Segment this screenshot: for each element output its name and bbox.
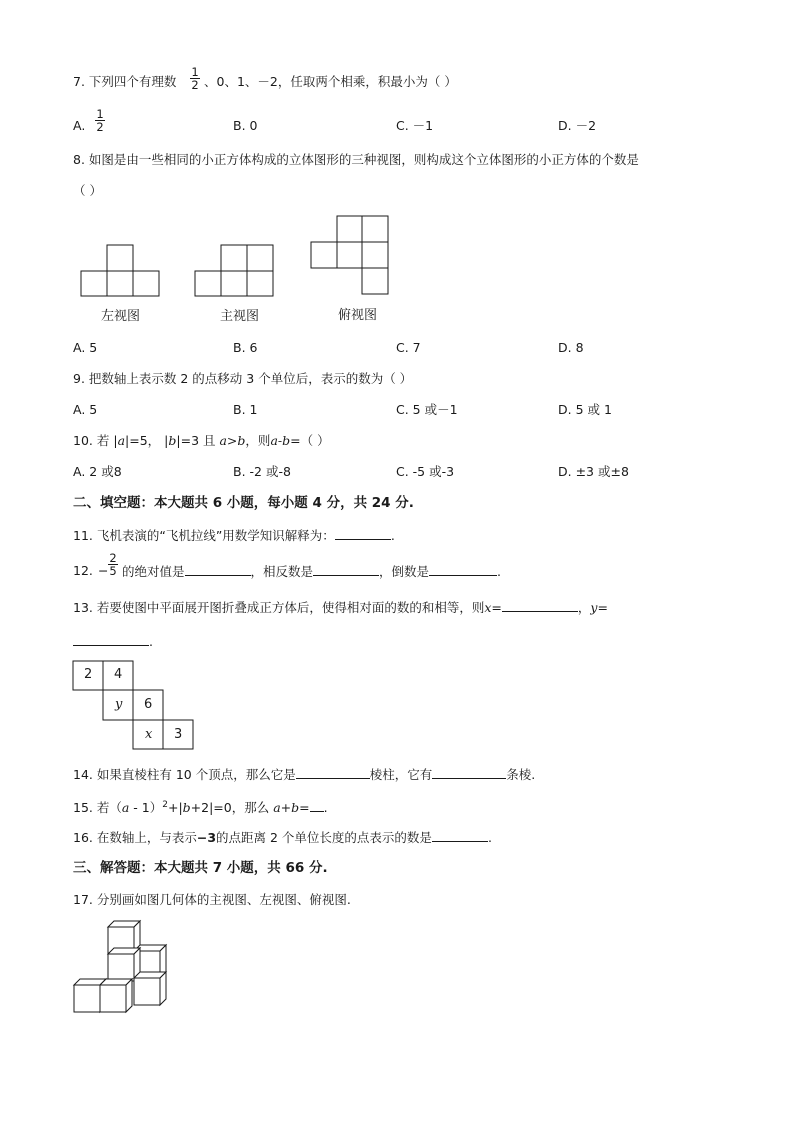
q12-text-part: ，相反数是 — [250, 564, 314, 579]
q10-var-a: a — [117, 433, 126, 448]
q12-end: . — [497, 564, 502, 579]
front-view-caption: 主视图 — [220, 309, 260, 324]
q8-option-d: D. 8 — [558, 340, 584, 355]
net-cell-2: 2 — [84, 667, 93, 682]
q16-text-part: 16. 在数轴上，与表示 — [73, 830, 197, 845]
q14-text-part: 条棱. — [506, 767, 536, 782]
q13-text: 13. 若要使图中平面展开图折叠成正方体后，使得相对面的数的和相等，则 — [73, 600, 485, 615]
q15-text-part: 15. 若（ — [73, 800, 122, 816]
q12-frac-den: 5 — [109, 564, 117, 578]
q13-end: . — [149, 634, 153, 649]
q10-var-b: b — [168, 433, 177, 448]
q7-option-a-label: A. — [73, 118, 86, 133]
q13-eq: = — [597, 600, 608, 615]
q10-stem-part: =5， — [129, 433, 161, 448]
q12-text-part: 的绝对值是 — [122, 564, 185, 579]
q13-eq: = — [491, 600, 502, 615]
net-cell-y: y — [115, 697, 123, 712]
q17-stem: 17. 分别画如图几何体的主视图、左视图、俯视图. — [73, 892, 351, 907]
q13-var-y: y — [590, 600, 598, 615]
stacked-cubes — [74, 921, 166, 1012]
section-3-heading: 三、解答题：本大题共 7 小题，共 66 分. — [73, 860, 328, 876]
net-cell-4: 4 — [114, 667, 123, 682]
section-2-heading: 二、填空题：本大题共 6 小题，每小题 4 分，共 24 分. — [73, 495, 414, 511]
q15-text-part: +| — [167, 800, 183, 816]
q12-label: 12. — [73, 563, 93, 578]
q8-paren: （ ） — [73, 183, 102, 198]
q11-end: . — [390, 528, 395, 543]
q9-option-b: B. 1 — [233, 402, 258, 417]
q14-text-part: 14. 如果直棱柱有 10 个顶点，那么它是 — [73, 767, 296, 782]
q8-option-b: B. 6 — [233, 340, 258, 355]
q13-var-x: x — [484, 600, 492, 615]
q7-option-c: C. －1 — [396, 118, 434, 133]
q10-stem-part: =（ ） — [290, 433, 330, 448]
q7-frac-den: 2 — [191, 78, 199, 92]
q8-option-a: A. 5 — [73, 340, 98, 355]
q15-var-a: a — [121, 800, 130, 816]
q16-end: . — [487, 830, 492, 845]
q10-condition: a>b — [219, 433, 246, 448]
q9-option-d: D. 5 或 1 — [558, 402, 612, 417]
q12-text-part: ，倒数是 — [379, 564, 430, 579]
abs-bar-icon: | — [176, 433, 181, 448]
q10-stem-part: =3 且 — [180, 433, 220, 448]
q10-expression: a-b — [270, 433, 291, 448]
q10-stem-part: ，则 — [245, 433, 271, 448]
q15-var-b: b — [182, 800, 191, 816]
net-cell-x: x — [145, 727, 153, 742]
q7-opt-a-den: 2 — [96, 120, 104, 134]
q15-eq: = — [299, 800, 310, 816]
abs-bar-icon: | — [113, 433, 118, 448]
q8-option-c: C. 7 — [396, 340, 421, 355]
q16-number: −3 — [196, 830, 217, 845]
q10-option-a: A. 2 或8 — [73, 464, 122, 479]
q13-comma: ， — [577, 600, 591, 615]
top-view-caption: 俯视图 — [338, 308, 378, 323]
q7-prefix: 7. 下列四个有理数 — [73, 74, 177, 89]
q10-option-c: C. -5 或-3 — [396, 464, 455, 479]
q15-exponent: 2 — [162, 800, 168, 810]
left-view-caption: 左视图 — [101, 309, 141, 324]
q12-frac-num: 2 — [109, 551, 117, 565]
q10-option-b: B. -2 或-8 — [233, 464, 291, 479]
q15-text-part: +2|=0，那么 — [190, 800, 274, 816]
q14-text-part: 棱柱，它有 — [369, 767, 433, 782]
q12-sign: − — [98, 563, 109, 578]
q16-text-part: 的点距离 2 个单位长度的点表示的数是 — [216, 830, 432, 845]
q8-stem: 8. 如图是由一些相同的小正方体构成的立体图形的三种视图，则构成这个立体图形的小正方体的个数是 — [73, 152, 639, 167]
q9-option-a: A. 5 — [73, 402, 98, 417]
q7-suffix: 、0、1、－2，任取两个相乘，积最小为（ ） — [204, 74, 457, 89]
net-cell-3: 3 — [174, 727, 183, 742]
q9-option-c: C. 5 或－1 — [396, 402, 458, 417]
q7-opt-a-num: 1 — [96, 107, 104, 121]
q9-stem: 9. 把数轴上表示数 2 的点移动 3 个单位后，表示的数为（ ） — [73, 371, 413, 386]
abs-bar-icon: | — [125, 433, 130, 448]
q15-end: . — [323, 800, 328, 816]
q10-stem-part: 10. 若 — [73, 433, 110, 448]
q15-expression: a+b — [273, 800, 300, 816]
q11-text: 11. 飞机表演的“飞机拉线”用数学知识解释为： — [73, 528, 335, 543]
q15-text-part: - 1） — [129, 800, 163, 816]
net-cell-6: 6 — [144, 697, 153, 712]
abs-bar-icon: | — [164, 433, 169, 448]
q7-option-d: D. －2 — [558, 118, 597, 133]
q7-frac-num: 1 — [191, 65, 199, 79]
q7-option-b: B. 0 — [233, 118, 258, 133]
q10-option-d: D. ±3 或±8 — [558, 464, 629, 479]
